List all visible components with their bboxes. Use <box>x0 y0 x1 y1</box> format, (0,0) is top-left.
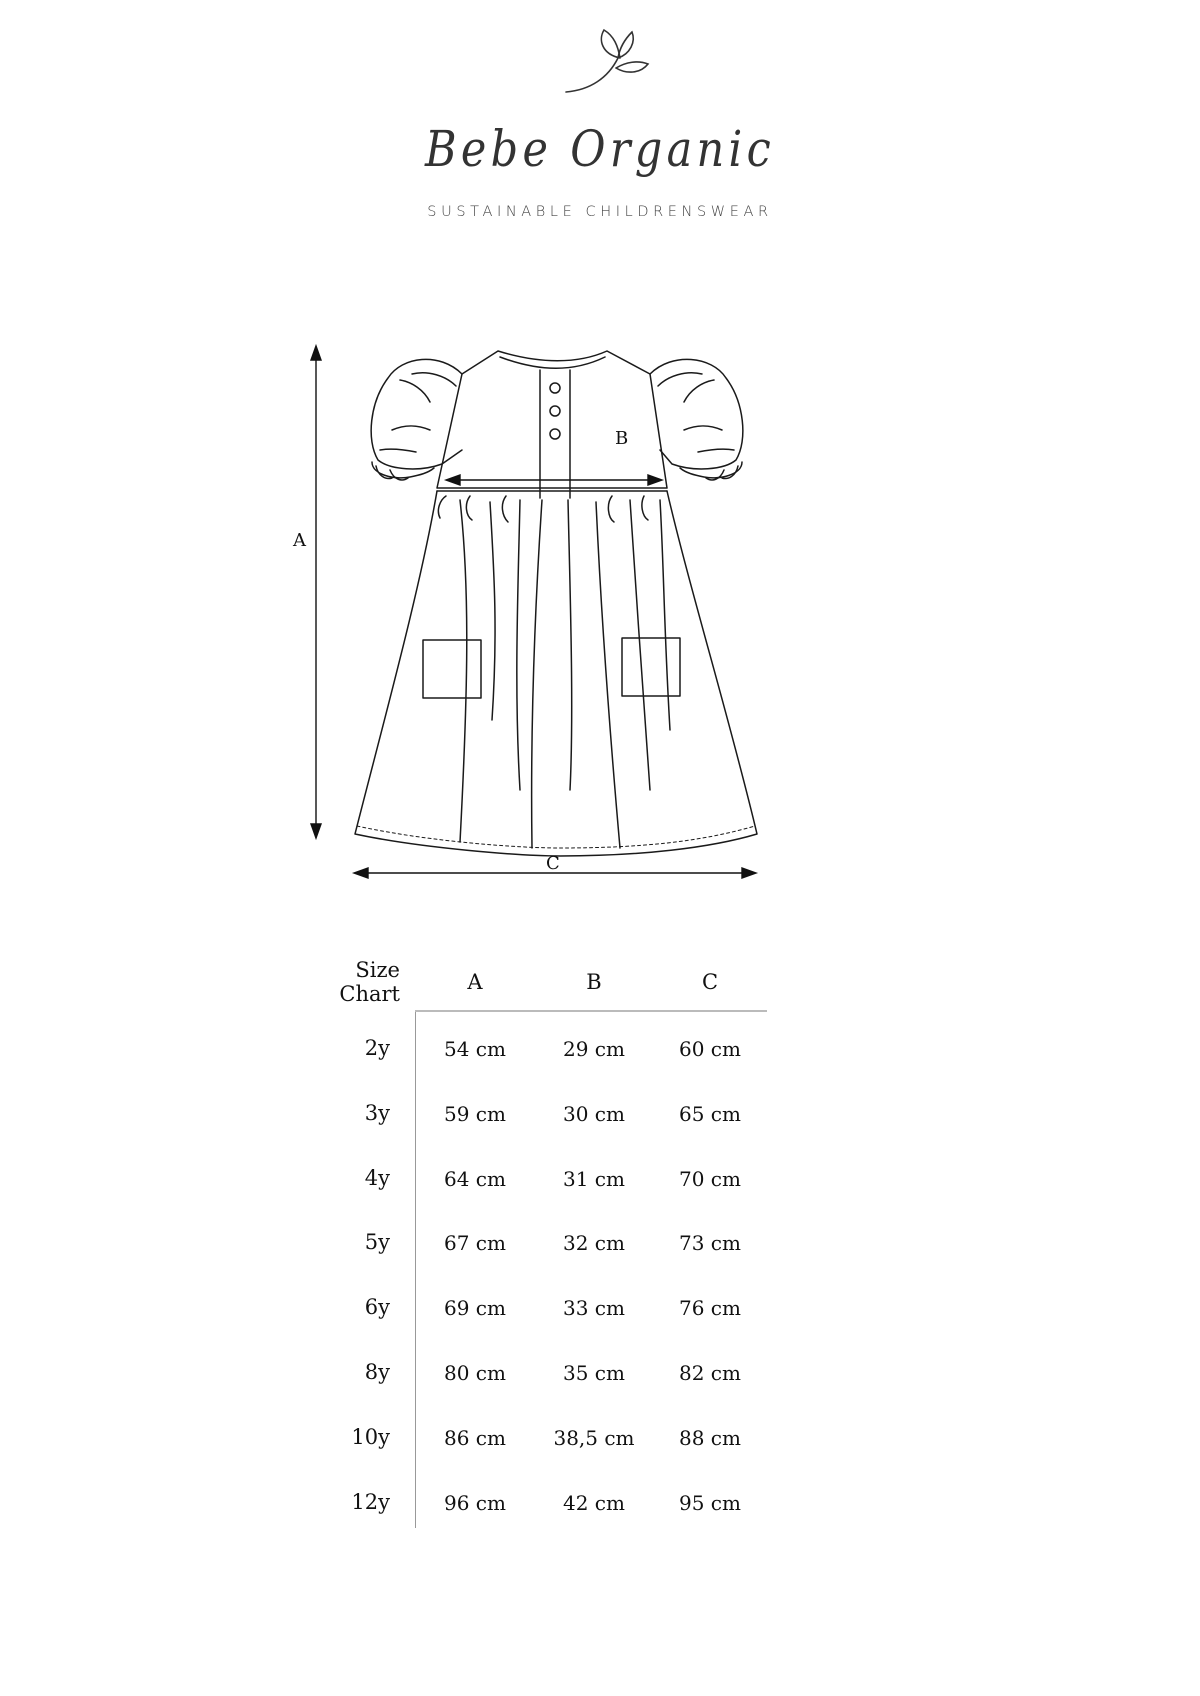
row-size-label: 12y <box>351 1490 390 1514</box>
button-bottom <box>550 429 560 439</box>
left-sleeve <box>371 359 462 469</box>
row-size-label: 2y <box>364 1036 390 1060</box>
table-cell-c: 70 cm <box>679 1167 741 1191</box>
size-chart-corner-line1: Size <box>355 958 400 982</box>
button-top <box>550 383 560 393</box>
brand-name-text: Bebe Organic <box>424 120 775 178</box>
leaf-logo-icon <box>560 28 660 100</box>
table-cell-b: 35 cm <box>563 1361 625 1385</box>
brand-name-script <box>390 118 810 198</box>
table-cell-c: 76 cm <box>679 1296 741 1320</box>
row-size-label: 8y <box>364 1360 390 1384</box>
measure-c-arrow-right <box>742 868 756 878</box>
table-cell-b: 42 cm <box>563 1491 625 1515</box>
row-size-label: 3y <box>364 1101 390 1125</box>
table-column-rule <box>415 1012 416 1528</box>
column-header-a: A <box>467 970 483 994</box>
size-chart-corner-line2: Chart <box>339 982 400 1006</box>
column-header-b: B <box>586 970 602 994</box>
label-b: B <box>615 428 629 449</box>
measure-a-arrow-bottom <box>311 824 321 838</box>
table-cell-b: 30 cm <box>563 1102 625 1126</box>
table-header-rule <box>415 1010 767 1012</box>
table-cell-a: 96 cm <box>444 1491 506 1515</box>
table-cell-c: 95 cm <box>679 1491 741 1515</box>
measure-a-arrow-top <box>311 346 321 360</box>
placket <box>540 370 570 498</box>
right-sleeve <box>650 359 743 469</box>
row-size-label: 4y <box>364 1166 390 1190</box>
table-cell-c: 65 cm <box>679 1102 741 1126</box>
table-cell-a: 64 cm <box>444 1167 506 1191</box>
table-cell-b: 38,5 cm <box>553 1426 635 1450</box>
neckline <box>500 357 605 368</box>
dress-illustration <box>300 330 860 950</box>
brand-tagline: SUSTAINABLE CHILDRENSWEAR <box>427 204 773 220</box>
column-header-c: C <box>701 970 719 994</box>
table-cell-c: 60 cm <box>679 1037 741 1061</box>
row-size-label: 6y <box>364 1295 390 1319</box>
right-pocket <box>622 638 680 696</box>
table-cell-b: 29 cm <box>563 1037 625 1061</box>
measure-b-arrow-left <box>446 475 460 485</box>
skirt-outline <box>355 491 757 856</box>
brand-name <box>0 118 1200 203</box>
label-c: C <box>546 853 560 874</box>
table-cell-a: 80 cm <box>444 1361 506 1385</box>
table-cell-a: 86 cm <box>444 1426 506 1450</box>
measure-c-arrow-left <box>354 868 368 878</box>
table-cell-b: 31 cm <box>563 1167 625 1191</box>
table-cell-a: 67 cm <box>444 1231 506 1255</box>
table-cell-c: 82 cm <box>679 1361 741 1385</box>
table-cell-c: 88 cm <box>679 1426 741 1450</box>
measure-b-arrow-right <box>648 475 662 485</box>
table-cell-a: 54 cm <box>444 1037 506 1061</box>
table-cell-a: 59 cm <box>444 1102 506 1126</box>
button-middle <box>550 406 560 416</box>
table-cell-b: 33 cm <box>563 1296 625 1320</box>
table-cell-b: 32 cm <box>563 1231 625 1255</box>
label-a: A <box>293 530 306 551</box>
left-pocket <box>423 640 481 698</box>
row-size-label: 5y <box>364 1230 390 1254</box>
row-size-label: 10y <box>351 1425 390 1449</box>
table-cell-c: 73 cm <box>679 1231 741 1255</box>
table-cell-a: 69 cm <box>444 1296 506 1320</box>
bodice-outline <box>437 351 667 488</box>
